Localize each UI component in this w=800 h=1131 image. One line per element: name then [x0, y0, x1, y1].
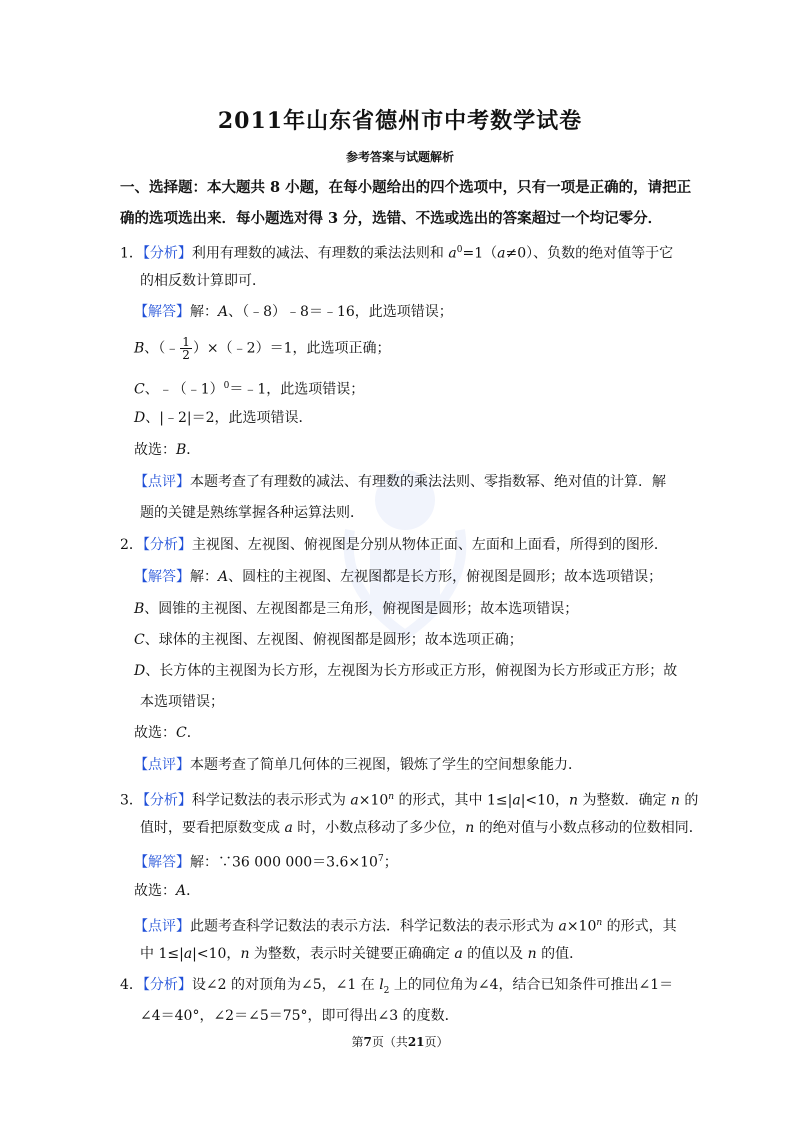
option-label: A [218, 304, 229, 320]
q3-analysis-line-1 [120, 787, 698, 811]
comment-tag: 【点评】 [134, 918, 190, 935]
text: ． [186, 883, 201, 899]
q4-analysis-line-2: ∠4＝40°，∠2＝∠5＝75°，即可得出∠3 的度数． [140, 1008, 459, 1024]
var: l [379, 977, 384, 993]
text: 故选： [134, 883, 176, 899]
option-label: D [134, 663, 146, 679]
comment-tag: 【点评】 [134, 474, 190, 490]
text: ． [186, 442, 201, 458]
text: 第 [351, 1035, 364, 1049]
section-header-line-2: 确的选项选出来．每小题选对得 3 分，选错、不选或选出的答案超过一个均记零分． [120, 210, 663, 227]
var: a [284, 820, 293, 836]
var: n [568, 792, 578, 809]
text: 、圆锥的主视图、左视图都是三角形，俯视图是圆形；故本选项错误； [144, 601, 579, 617]
text: 、圆柱的主视图、左视图都是长方形，俯视图是圆形；故本选项错误； [228, 569, 663, 585]
var: n [527, 946, 537, 962]
text: ）×（﹣2）＝1，此选项正确； [192, 340, 391, 357]
var: a [558, 918, 567, 935]
text: 解： [190, 304, 218, 320]
question-number: 2． [120, 537, 143, 553]
var: a [497, 245, 506, 262]
q1-analysis-line-2: 的相反数计算即可． [140, 273, 266, 289]
var: a [448, 245, 457, 262]
text: ×10 [358, 792, 389, 809]
analysis-tag: 【分析】 [142, 245, 192, 262]
q1-comment-line-2: 题的关键是熟练掌握各种运算法则． [140, 505, 364, 521]
var: n [240, 946, 250, 962]
analysis-tag: 【分析】 [142, 537, 192, 553]
q2-option-b [134, 599, 578, 619]
q2-comment-line [134, 755, 582, 775]
answer-tag: 【解答】 [134, 854, 190, 871]
text: 科学记数法的表示形式为 [191, 792, 351, 809]
q2-option-d-cont: 本选项错误； [140, 694, 224, 710]
text: ． [186, 725, 201, 741]
q1-choice [134, 440, 200, 460]
text: 解：∵36 000 000＝3.6×10 [190, 854, 378, 871]
text: 本题考查了有理数的减法、有理数的乘法法则、零指数幂、绝对值的计算．解 [190, 474, 666, 490]
question-number: 4． [120, 977, 143, 993]
text: 中 1≤| [140, 946, 184, 962]
q1-option-b [134, 336, 390, 361]
option-label: B [134, 601, 145, 617]
q2-option-d [134, 661, 677, 681]
var: a [454, 946, 463, 962]
q3-analysis-line-2 [140, 818, 703, 838]
choice: A [176, 883, 187, 899]
denominator: 2 [182, 348, 190, 362]
choice: C [176, 725, 187, 741]
fraction [180, 336, 192, 361]
q1-option-d [134, 408, 312, 428]
text: 页（共 [371, 1035, 408, 1049]
var: a [512, 792, 521, 809]
var: n [465, 820, 475, 836]
text: 的形式，其 [602, 918, 677, 935]
text: 的形式，其中 1≤| [394, 792, 513, 809]
var: a [183, 946, 193, 962]
q2-choice [134, 723, 201, 743]
text: 、（﹣8）﹣8＝﹣16，此选项错误； [228, 304, 453, 320]
answer-tag: 【解答】 [134, 304, 190, 320]
text: 利用有理数的减法、有理数的乘法法则和 [191, 245, 449, 262]
text: ≠0）、负数的绝对值等于它 [505, 245, 674, 262]
text: 的值以及 [462, 946, 528, 962]
q2-answer-line [134, 567, 662, 587]
choice: B [176, 442, 187, 458]
question-number: 1． [120, 245, 143, 262]
q2-option-c [134, 630, 523, 650]
option-label: B [134, 340, 145, 357]
text: 、（﹣ [144, 340, 180, 357]
page-footer [0, 1033, 800, 1050]
page-number: 7 [363, 1035, 372, 1049]
text: 值时，要看把原数变成 [140, 820, 285, 836]
option-label: C [134, 381, 145, 398]
text: ； [383, 854, 398, 871]
answer-tag: 【解答】 [134, 569, 190, 585]
section-header-line-1: 一、选择题：本大题共 8 小题，在每小题给出的四个选项中，只有一项是正确的，请把正 [120, 179, 692, 196]
option-label: D [134, 410, 146, 426]
text: 的 [679, 792, 699, 809]
question-number: 3． [120, 792, 143, 809]
text: 为整数．确定 [578, 792, 671, 809]
text: 页） [424, 1035, 449, 1049]
text: ＝﹣1，此选项错误； [229, 381, 365, 398]
text: 此题考查科学记数法的表示方法．科学记数法的表示形式为 [190, 918, 559, 935]
q1-answer-line [134, 302, 453, 322]
q3-answer-line [134, 849, 398, 873]
exp: 0 [456, 245, 463, 255]
text: 故选： [134, 442, 176, 458]
var: a [350, 792, 359, 809]
text: 、|﹣2|＝2，此选项错误． [145, 410, 313, 426]
text: 上的同位角为∠4，结合已知条件可推出∠1＝ [389, 977, 674, 993]
text: 、﹣（﹣1） [144, 381, 224, 398]
numerator: 1 [182, 335, 190, 349]
text: |<10， [192, 946, 241, 962]
option-label: A [218, 569, 229, 585]
text: 故选： [134, 725, 176, 741]
q3-comment-line-1 [134, 913, 677, 937]
q1-comment-line-1 [134, 472, 666, 492]
text: 的值． [536, 946, 584, 962]
exp: n [388, 792, 395, 802]
exp: 0 [223, 381, 230, 391]
text: =1（ [462, 245, 498, 262]
q2-analysis-line [120, 535, 668, 555]
var: n [670, 792, 680, 809]
text: 为整数，表示时关键要正确确定 [249, 946, 455, 962]
page-subtitle: 参考答案与试题解析 [345, 150, 454, 164]
q3-comment-line-2 [140, 944, 583, 964]
analysis-tag: 【分析】 [142, 977, 192, 993]
exp: 7 [377, 854, 384, 864]
exp: n [596, 918, 603, 928]
text: 主视图、左视图、俯视图是分别从物体正面、左面和上面看，所得到的图形． [191, 537, 668, 553]
text: 解： [190, 569, 218, 585]
text: 时，小数点移动了多少位， [292, 820, 466, 836]
page-total: 21 [407, 1035, 425, 1049]
q3-choice [134, 881, 200, 901]
option-label: C [134, 632, 145, 648]
page-title: 2011年山东省德州市中考数学试卷 [217, 108, 583, 134]
text: ×10 [566, 918, 597, 935]
analysis-tag: 【分析】 [142, 792, 192, 809]
subscript: 2 [383, 985, 390, 996]
comment-tag: 【点评】 [134, 757, 190, 773]
q4-analysis-line-1 [120, 975, 673, 1001]
q1-analysis-line-1 [120, 240, 673, 264]
q1-option-c [134, 376, 364, 400]
text: 本题考查了简单几何体的三视图，锻炼了学生的空间想象能力． [190, 757, 582, 773]
text: 的绝对值与小数点移动的位数相同． [474, 820, 703, 836]
text: |<10， [520, 792, 569, 809]
text: 、长方体的主视图为长方形，左视图为长方形或正方形，俯视图为长方形或正方形；故 [145, 663, 678, 679]
text: 设∠2 的对顶角为∠5，∠1 在 [191, 977, 380, 993]
text: 、球体的主视图、左视图、俯视图都是圆形；故本选项正确； [144, 632, 523, 648]
